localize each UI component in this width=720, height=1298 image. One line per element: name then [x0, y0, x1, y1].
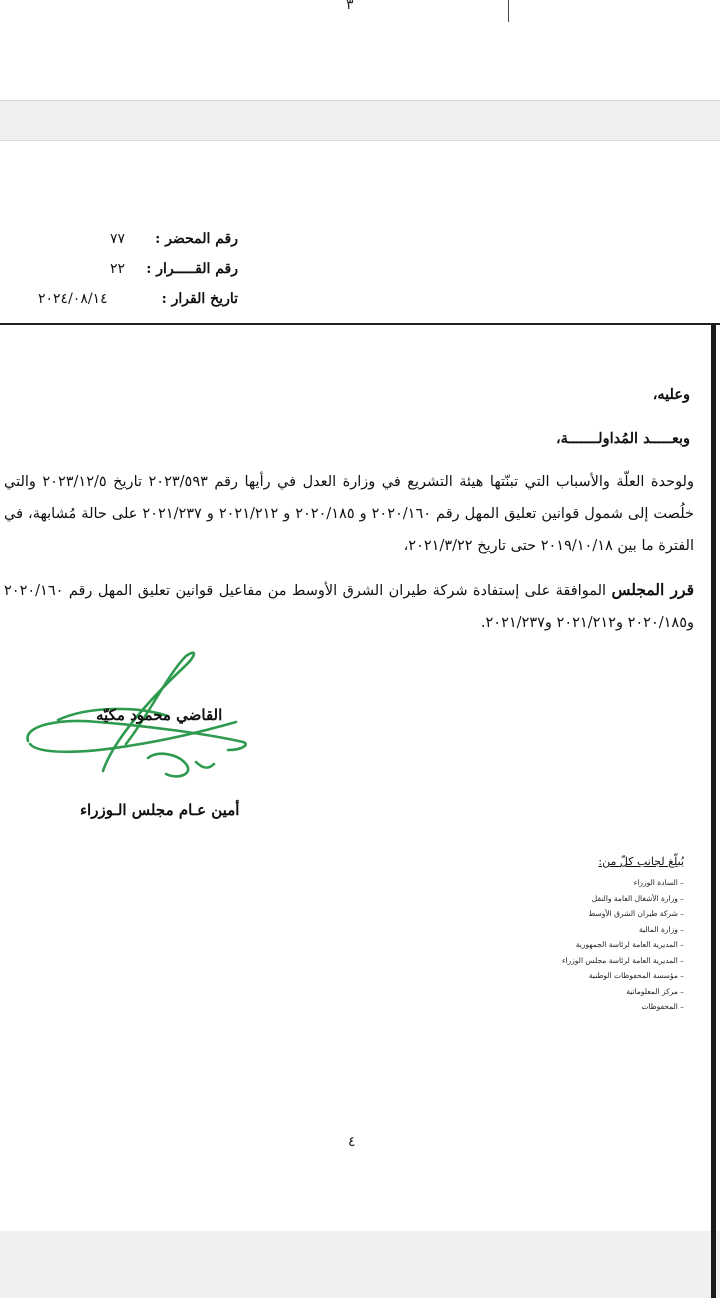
document-page	[0, 140, 720, 1231]
frame-right-border	[711, 323, 716, 1298]
distribution-item: – مؤسسة المحفوظات الوطنية	[588, 971, 684, 980]
session-number-label: رقم المحضر :	[155, 231, 238, 247]
decision-date-label: تاريخ القرار :	[161, 291, 238, 307]
decision-keyword: قرر المجلس	[611, 580, 694, 599]
decision-text: الموافقة على إستفادة شركة طيران الشرق الأوسط من مفاعيل قوانين تعليق المهل رقم ٢٠٢٠/١٦٠ و٢٠٢٠/١٨٥ و٢٠٢١/٢١٢ و٢٠٢١/٢٣٧.	[4, 583, 694, 631]
page-number-top: ٣	[346, 0, 354, 13]
page-number-bottom: ٤	[348, 1134, 356, 1150]
distribution-item: – المديرية العامة لرئاسة مجلس الوزراء	[561, 955, 684, 965]
reasons-paragraph: ولوحدة العلّة والأسباب التي تبنّتها هيئة التشريع في وزارة العدل في رأيها رقم ٢٠٢٣/٥٩٣ تاريخ ٢٠٢٣/١٢/٥ والتي خلُصت إلى شمول قوانين تعليق المهل رقم ٢٠٢٠/١٦٠ و ٢٠٢٠/١٨٥ و ٢٠٢١/٢١٢ و ٢٠٢١/٢٣٧ على حالة مُشابهة، في الفترة ما بين ٢٠١٩/١٠/١٨ حتى تاريخ ٢٠٢١/٣/٢٢،	[4, 474, 694, 554]
distribution-item: – شركة طيران الشرق الأوسط	[588, 909, 684, 918]
frame-top-border	[0, 323, 720, 325]
session-number-value: ٧٧	[110, 231, 126, 247]
distribution-item: – السادة الوزراء	[633, 878, 684, 887]
signature-stroke	[196, 762, 214, 768]
decision-number-label: رقم القـــــرار :	[146, 261, 238, 277]
distribution-heading: يُبلّغ لجانب كلّ من:	[598, 855, 684, 868]
distribution-item: – المديرية العامة لرئاسة الجمهورية	[575, 940, 684, 949]
decision-date-value: ٢٠٢٤/٠٨/١٤	[38, 291, 108, 307]
distribution-list	[562, 875, 684, 1015]
signatory-name: القاضي محمود مكيّه	[96, 706, 223, 724]
page-edge-mark	[508, 0, 509, 22]
distribution-item: – المحفوظات	[641, 1002, 684, 1011]
signature-stroke	[148, 754, 188, 777]
deliberation-line: وبعـــــد المُداولـــــــة،	[555, 430, 690, 447]
distribution-item: – مركز المعلوماتية	[626, 986, 684, 996]
distribution-item: – وزارة الأشغال العامة والنقل	[591, 893, 684, 903]
decision-paragraph	[4, 574, 694, 639]
previous-page-bottom	[0, 0, 720, 101]
decision-number-value: ٢٢	[110, 261, 126, 277]
distribution-item: – وزارة المالية	[639, 924, 684, 934]
signatory-title: أمين عـام مجلس الـوزراء	[80, 801, 240, 819]
whereas-line: وعليه،	[652, 386, 690, 403]
